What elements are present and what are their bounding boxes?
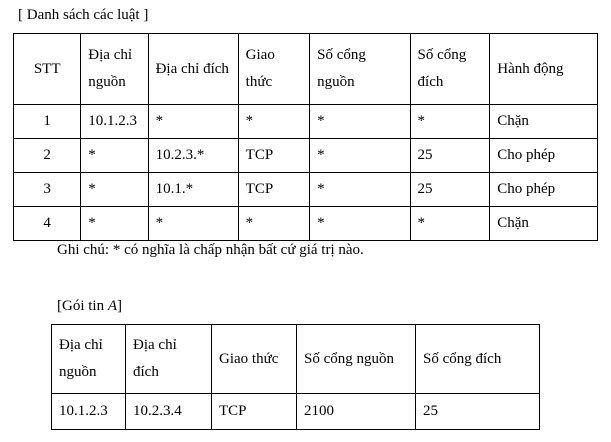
header-protocol: Giao thức bbox=[212, 325, 297, 394]
cell-destination-address: 10.1.* bbox=[148, 173, 238, 207]
packet-header-row bbox=[52, 325, 540, 394]
cell-source-port: * bbox=[310, 139, 410, 173]
cell-protocol: TCP bbox=[212, 394, 297, 430]
header-destination-port: Số cổng đích bbox=[416, 325, 540, 394]
cell-protocol: TCP bbox=[238, 173, 309, 207]
cell-destination-port: * bbox=[410, 207, 490, 241]
header-source-address: Địa chỉ nguồn bbox=[81, 34, 148, 105]
rules-list-title: [ Danh sách các luật ] bbox=[18, 7, 149, 23]
cell-protocol: TCP bbox=[238, 139, 309, 173]
rules-table bbox=[13, 33, 598, 241]
cell-destination-port: 25 bbox=[416, 394, 540, 430]
cell-source-port: * bbox=[310, 105, 410, 139]
packet-title-prefix: [Gói tin bbox=[57, 298, 108, 314]
cell-destination-address: * bbox=[148, 207, 238, 241]
note-text: Ghi chú: * có nghĩa là chấp nhận bất cứ giá trị nào. bbox=[57, 242, 364, 258]
header-destination-address: Địa chỉ đích bbox=[126, 325, 212, 394]
cell-source-address: 10.1.2.3 bbox=[52, 394, 126, 430]
cell-source-address: * bbox=[81, 207, 148, 241]
cell-source-address: 10.1.2.3 bbox=[81, 105, 148, 139]
packet-table bbox=[51, 324, 540, 430]
cell-source-port: 2100 bbox=[297, 394, 416, 430]
rules-header-row bbox=[14, 34, 598, 105]
cell-action: Cho phép bbox=[490, 173, 598, 207]
cell-action: Chặn bbox=[490, 105, 598, 139]
cell-destination-address: * bbox=[148, 105, 238, 139]
table-row bbox=[52, 394, 540, 430]
cell-stt: 4 bbox=[14, 207, 81, 241]
cell-destination-port: 25 bbox=[410, 173, 490, 207]
cell-protocol: * bbox=[238, 207, 309, 241]
header-destination-port: Số cổng đích bbox=[410, 34, 490, 105]
cell-stt: 2 bbox=[14, 139, 81, 173]
packet-title-suffix: ] bbox=[117, 298, 123, 314]
header-action: Hành động bbox=[490, 34, 598, 105]
cell-source-address: * bbox=[81, 173, 148, 207]
cell-source-port: * bbox=[310, 207, 410, 241]
header-source-port: Số cổng nguồn bbox=[310, 34, 410, 105]
cell-destination-port: * bbox=[410, 105, 490, 139]
cell-protocol: * bbox=[238, 105, 309, 139]
cell-stt: 1 bbox=[14, 105, 81, 139]
cell-destination-address: 10.2.3.4 bbox=[126, 394, 212, 430]
cell-destination-port: 25 bbox=[410, 139, 490, 173]
table-row bbox=[14, 173, 598, 207]
cell-source-port: * bbox=[310, 173, 410, 207]
header-protocol: Giao thức bbox=[238, 34, 309, 105]
table-row bbox=[14, 207, 598, 241]
cell-source-address: * bbox=[81, 139, 148, 173]
header-stt: STT bbox=[14, 34, 81, 105]
header-source-port: Số cổng nguồn bbox=[297, 325, 416, 394]
cell-destination-address: 10.2.3.* bbox=[148, 139, 238, 173]
packet-title bbox=[57, 296, 122, 316]
header-source-address: Địa chỉ nguồn bbox=[52, 325, 126, 394]
cell-action: Cho phép bbox=[490, 139, 598, 173]
header-destination-address: Địa chỉ đích bbox=[148, 34, 238, 105]
packet-title-variable: A bbox=[107, 298, 118, 314]
table-row bbox=[14, 105, 598, 139]
cell-stt: 3 bbox=[14, 173, 81, 207]
table-row bbox=[14, 139, 598, 173]
cell-action: Chặn bbox=[490, 207, 598, 241]
